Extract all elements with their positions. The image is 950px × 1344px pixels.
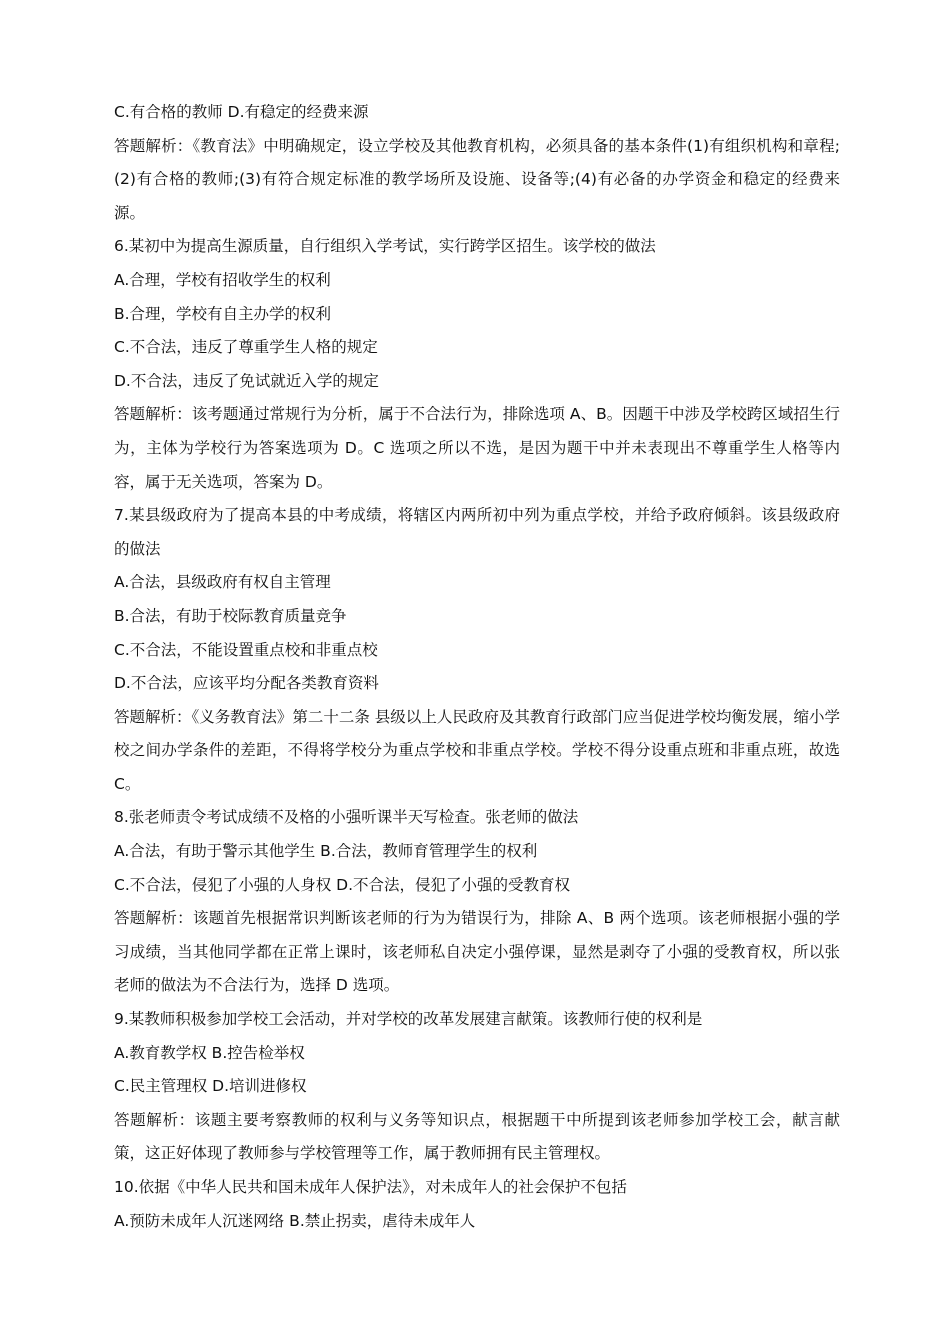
- option-6b: B.合理，学校有自主办学的权利: [114, 304, 332, 323]
- options-8ab: A.合法，有助于警示其他学生 B.合法，教师育管理学生的权利: [114, 842, 538, 861]
- option-7c: C.不合法，不能设置重点校和非重点校: [114, 640, 378, 659]
- answer-analysis-8: 答题解析：该题首先根据常识判断该老师的行为为错误行为，排除 A、B 两个选项。该老师根据小强的学习成绩，当其他同学都在正常上课时，该老师私自决定小强停课，显然是剥夺了小强的受教育权，所以张老师的做法为不合法行为，选择 D 选项。: [114, 909, 840, 995]
- answer-analysis-5: 答题解析：《教育法》中明确规定，设立学校及其他教育机构，必须具备的基本条件(1)有组织机构和章程;(2)有合格的教师;(3)有符合规定标准的教学场所及设施、设备等;(4)有必备的办学资金和稳定的经费来源。: [114, 136, 840, 222]
- question-7: 7.某县级政府为了提高本县的中考成绩，将辖区内两所初中列为重点学校，并给予政府倾斜。该县级政府的做法: [114, 506, 840, 558]
- option-7a: A.合法，县级政府有权自主管理: [114, 573, 331, 592]
- question-6: 6.某初中为提高生源质量，自行组织入学考试，实行跨学区招生。该学校的做法: [114, 237, 656, 256]
- options-9ab: A.教育教学权 B.控告检举权: [114, 1043, 305, 1062]
- question-9: 9.某教师积极参加学校工会活动，并对学校的改革发展建言献策。该教师行使的权利是: [114, 1010, 703, 1029]
- option-6c: C.不合法，违反了尊重学生人格的规定: [114, 338, 378, 357]
- option-line: C.有合格的教师 D.有稳定的经费来源: [114, 103, 369, 121]
- answer-analysis-7: 答题解析：《义务教育法》第二十二条 县级以上人民政府及其教育行政部门应当促进学校均衡发展，缩小学校之间办学条件的差距，不得将学校分为重点学校和非重点学校。学校不得分设重点班和非重点班，故选 C。: [114, 707, 840, 793]
- question-8: 8.张老师责令考试成绩不及格的小强听课半天写检查。张老师的做法: [114, 808, 579, 827]
- option-6a: A.合理，学校有招收学生的权利: [114, 270, 331, 289]
- option-7d: D.不合法，应该平均分配各类教育资料: [114, 674, 379, 693]
- options-8cd: C.不合法，侵犯了小强的人身权 D.不合法，侵犯了小强的受教育权: [114, 875, 571, 894]
- option-6d: D.不合法，违反了免试就近入学的规定: [114, 371, 379, 390]
- answer-analysis-9: 答题解析：该题主要考察教师的权利与义务等知识点，根据题干中所提到该老师参加学校工会，献言献策，这正好体现了教师参与学校管理等工作，属于教师拥有民主管理权。: [114, 1110, 840, 1163]
- answer-analysis-6: 答题解析：该考题通过常规行为分析，属于不合法行为，排除选项 A、B。因题干中涉及学校跨区域招生行为，主体为学校行为答案选项为 D。C 选项之所以不选，是因为题干中并未表现出不尊重学生人格等内容，属于无关选项，答案为 D。: [114, 405, 840, 491]
- options-10ab: A.预防未成年人沉迷网络 B.禁止拐卖，虐待未成年人: [114, 1211, 476, 1230]
- option-7b: B.合法，有助于校际教育质量竞争: [114, 606, 347, 625]
- options-9cd: C.民主管理权 D.培训进修权: [114, 1077, 307, 1096]
- question-10: 10.依据《中华人民共和国未成年人保护法》，对未成年人的社会保护不包括: [114, 1178, 627, 1196]
